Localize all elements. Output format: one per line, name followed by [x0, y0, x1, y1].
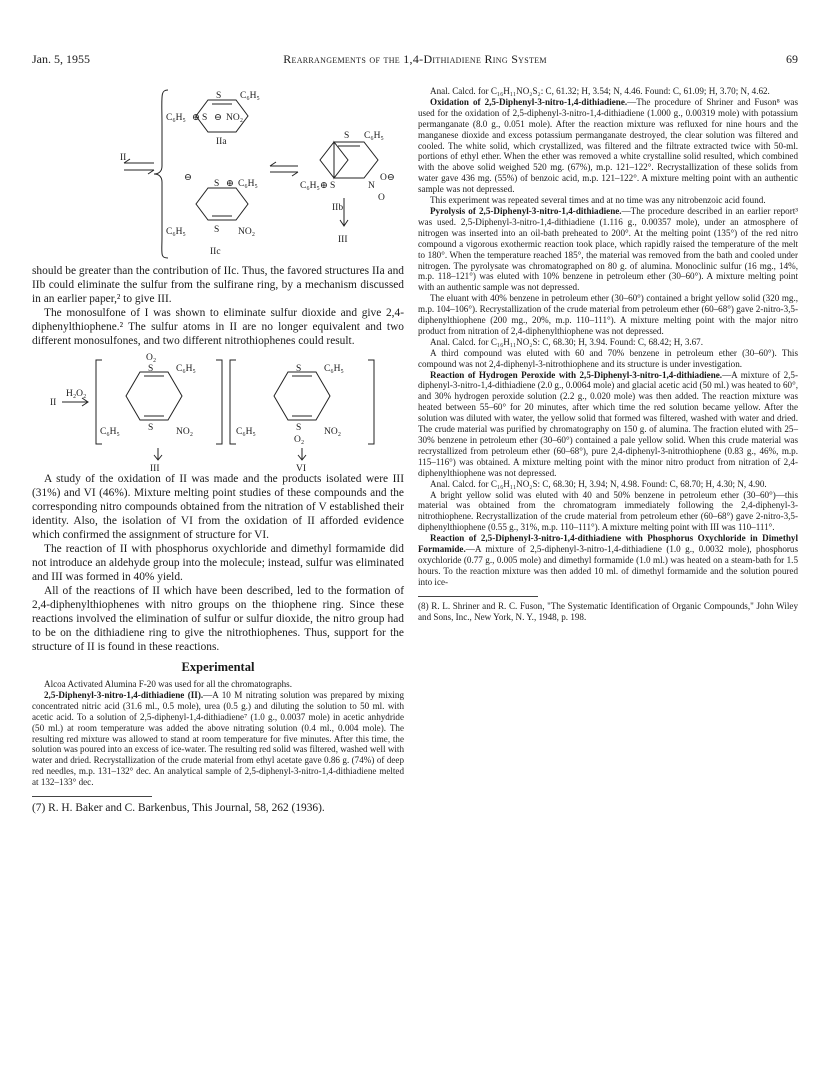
header-date: Jan. 5, 1955 — [32, 52, 90, 66]
paragraph-body: —A mixture of 2,5-diphenyl-3-nitro-1,4-dithiadiene (1.0 g., 0.0032 mole), phosphorus oxychloride (0.77 g., 0.005 mole) and dimethyl formamide (1.0 ml.) was heated on a steam-bath for 1.5 hours. To the reaction mixture was then added 10 ml. of dimethyl formamide and the solution poured into ice- — [418, 544, 798, 587]
iib-s-label: S — [344, 131, 350, 141]
footnote-rule — [418, 596, 538, 597]
paragraph: The eluant with 40% benzene in petroleum ether (30–60°) contained a bright yellow solid (320 mg., m.p. 104–106°). Recrystallization of the crude material from petroleum ether (60–68°) gave 2-nitro-3,5-diphenylthiophene (200 mg., 20%, m.p. 110–111°). A mixture melting point with the major nitro product from nitration of 2,4-diphenylthiophene was not depressed. — [418, 293, 798, 336]
left-column — [32, 86, 404, 815]
paragraph: A bright yellow solid was eluted with 40 and 50% benzene in petroleum ether (30–60°)—this material was obtained from the chromatogram immediately following the 2,4-diphenyl-3-nitrothiophene. Recrystallization of the crude material from petroleum ether (60–68°) gave 2-nitro-3,5-diphenylthiophene (0.55 g., 31%, m.p. 110–111°). A mixture melting point with III was 110–111°. — [418, 489, 798, 533]
iia-c6h5-left-label: C₆H₅ — [166, 113, 186, 123]
iia-no2-label: NO₂ — [226, 113, 244, 123]
paragraph — [418, 97, 798, 195]
iib-plus-label: ⊕ — [320, 181, 328, 191]
iib-o-label: O — [378, 193, 385, 203]
iic-c6h5-left-label: C₆H₅ — [166, 227, 186, 237]
vi-no2-label: NO₂ — [324, 427, 342, 437]
iii-c6h5-label: C₆H₅ — [176, 364, 196, 374]
paragraph: A third compound was eluted with 60 and 70% benzene in petroleum ether (30–60°). This compound was not 2,4-diphenyl-3-nitrothiophene and its structure is under investigation. — [418, 347, 798, 369]
paragraph — [418, 533, 798, 588]
run-in-title: Oxidation of 2,5-Diphenyl-3-nitro-1,4-dithiadiene. — [430, 96, 628, 107]
paragraph — [32, 690, 404, 788]
vi-s-label: S — [296, 364, 302, 374]
paragraph-body: —A mixture of 2,5-diphenyl-3-nitro-1,4-dithiadiene (2.0 g., 0.0064 mole) and glacial acetic acid (50 ml.) was heated to 60°, and 30% hydrogen peroxide solution (2.2 g., 0.020 mole) was then added. The reaction mixture was heated between 55–60° for 20 minutes, after which time the red solution became yellow. After the solution was diluted with water, the yellow solid that formed was filtered, washed with water and dried. The crude material was purified by chromatography on 150 g. of alumina. The fraction eluted with 25–30% benzene in petroleum ether (30–60°) contained a pale yellow solid. When this crude material was recrystallized from petroleum ether (60–68°), pure 2,4-diphenyl-3-nitrothiophene (0.83 g., 46%, m.p. 115–116°) was obtained. A mixture melting point with the minor nitro product from nitration of 2,4-diphenylthiophene was not depressed. — [418, 369, 798, 478]
iii-s-label: S — [148, 364, 154, 374]
o2-bottom-label: O₂ — [294, 435, 305, 445]
right-column — [418, 86, 798, 623]
iic-no2-label: NO₂ — [238, 227, 256, 237]
iia-plus-label: ⊕ — [192, 113, 200, 123]
paragraph — [418, 370, 798, 479]
paragraph: Alcoa Activated Alumina F-20 was used for all the chromatographs. — [44, 679, 292, 689]
iia-s2-label: S — [202, 113, 208, 123]
paragraph: All of the reactions of II which have been described, led to the formation of 2,4-diphenylthiophenes with nitro groups on the thiophene ring. Since these reactions involved the elimination of sulfur or sulfur dioxide, the nitro group had to be on the dithiadiene ring to give the nitrothiophenes. Thus, support for the structure of II is found in these reactions. — [32, 585, 404, 653]
run-in-title: Pyrolysis of 2,5-Diphenyl-3-nitro-1,4-dithiadiene. — [430, 205, 622, 216]
iib-c6h5-label: C₆H₅ — [364, 131, 384, 141]
paragraph-body: —The procedure described in an earlier report³ was used. 2,5-Diphenyl-3-nitro-1,4-dithiadiene (1.116 g., 0.00357 mole), under an atmosphere of nitrogen was inserted into an oil-bath preheated to 200°. At the melting point (135°) of the red nitro compound a vigorous exothermic reaction took place, which rapidly raised the temperature of the melt to 180°. When the temperature reached 185°, the material was removed from the bath and cooled under nitrogen. The pyrolysate was chromatographed on 80 g. of alumina. Monoclinic sulfur (16 mg., 14%, m.p. 118–121°) was eluted with 10% benzene in petroleum ether (30–60°). A mixture melting point with an authentic sample was not depressed. — [418, 205, 798, 293]
scheme2-iii-label: III — [150, 464, 160, 472]
run-in-title: Reaction of Hydrogen Peroxide with 2,5-Diphenyl-3-nitro-1,4-dithiadiene. — [430, 369, 723, 380]
iii-s2-label: S — [148, 423, 154, 433]
header-title: Rearrangements of the 1,4-Dithiadiene Ring System — [283, 52, 547, 66]
paragraph-body: —A 10 M nitrating solution was prepared by mixing concentrated nitric acid (31.6 ml., 0.5 mole), urea (0.5 g.) and diluting the solution to 50 ml. with acetic acid. To a solution of 2,5-diphenyl-1,4-dithiadiene⁷ (1.0 g., 0.0037 mole) in acetic anhydride (50 ml.) at room temperature was added the above nitrating solution (0.4 ml., 0.004 mole). The resulting red mixture was allowed to stand at room temperature for five minutes. After this time, the solution was poured into an excess of ice-water. The resulting red solid was filtered, washed well with water and dried. Recrystallization of the crude material from ethyl acetate gave 0.86 g. (74%) of deep red needles, m.p. 131–132° dec. An analytical sample of 2,5-diphenyl-3-nitro-1,4-dithiadiene melted at 132–133° dec. — [32, 689, 405, 788]
iia-s-label: S — [216, 91, 222, 101]
iib-c6h5-left-label: C₆H₅ — [300, 181, 320, 191]
paragraph: This experiment was repeated several times and at no time was any nitrobenzoic acid found. — [430, 195, 766, 206]
iib-ominus-label: O⊖ — [380, 173, 395, 183]
scheme2-ii-label: II — [50, 398, 57, 408]
vi-s2-label: S — [296, 423, 302, 433]
paragraph: The monosulfone of I was shown to eliminate sulfur dioxide and give 2,4-diphenylthiophene.² The sulfur atoms in II are no longer equivalent and two different monosulfones, and two different nitrothiophenes could result. — [32, 307, 404, 347]
run-in-title: Reaction of 2,5-Diphenyl-3-nitro-1,4-dithiadiene with Phosphorus Oxychloride in Dimethyl Formamide. — [418, 533, 798, 555]
experimental-heading: Experimental — [181, 660, 255, 674]
page-header — [32, 52, 798, 68]
paragraph: The reaction of II with phosphorus oxychloride and dimethyl formamide did not introduce an aldehyde group into the molecule; instead, sulfur was eliminated and III was formed in 40% yield. — [32, 543, 404, 583]
resonance-scheme — [38, 86, 398, 264]
ii-label: II — [120, 153, 127, 163]
scheme2-vi-label: VI — [296, 464, 307, 472]
paragraph: should be greater than the contribution of IIc. Thus, the favored structures IIa and IIb could eliminate the sulfur from the sulfirane ring, by a mechanism discussed in an earlier paper,² to give III. — [32, 265, 404, 305]
iib-s2-label: S — [330, 181, 336, 191]
page-number: 69 — [786, 52, 798, 66]
iii-no2-label: NO₂ — [176, 427, 194, 437]
paragraph-body: —The procedure of Shriner and Fuson⁸ was used for the oxidation of 2,5-diphenyl-3-nitro-1,4-dithiadiene (1.000 g., 0.00319 mole) with potassium permanganate (8.0 g., 0.051 mole). After the reaction mixture was refluxed for nine hours and the manganese dioxide and excess potassium permanganate destroyed, the clear solution was filtered and cooled. The white solid, which crystallized, was filtered and the filtrate extracted twice with 50-ml. portions of ethyl ether. When the ether was removed a white crystalline solid resulted, which combined with the above solid weighed 520 mg. (67%), m.p. 121–122°. Recrystallization of these solids from water gave 436 mg. (55%) of benzoic acid, m.p. 121–122°. A mixture melting point with an authentic sample was not depressed. — [418, 96, 798, 195]
iic-plus-label: ⊕ — [226, 179, 234, 189]
iib-n-label: N — [368, 181, 375, 191]
iii-c6h5-left-label: C₆H₅ — [100, 427, 120, 437]
paragraph: Anal. Calcd. for C₁₆H₁₁NO₂S₂: C, 61.32; H, 3.54; N, 4.46. Found: C, 61.09; H, 3.70; N, 4.62. — [430, 86, 770, 96]
iic-minus-label: ⊖ — [184, 173, 192, 183]
iib-label: IIb — [332, 203, 344, 213]
paragraph — [418, 206, 798, 293]
footnote-rule — [32, 796, 152, 797]
iia-label: IIa — [216, 137, 227, 147]
paragraph: Anal. Calcd. for C₁₆H₁₁NO₂S: C, 68.30; H, 3.94. Found: C, 68.42; H, 3.67. — [430, 336, 704, 347]
iic-s-label: S — [214, 179, 220, 189]
h2o2-label: H₂O₂ — [66, 389, 87, 399]
vi-c6h5-left-label: C₆H₅ — [236, 427, 256, 437]
footnote: (8) R. L. Shriner and R. C. Fuson, "The Systematic Identification of Organic Compounds," John Wiley and Sons, Inc., New York, N. Y., 1948, p. 198. — [418, 600, 798, 622]
iii-label: III — [338, 235, 348, 245]
iic-c6h5-label: C₆H₅ — [238, 179, 258, 189]
iic-label: IIc — [210, 247, 221, 257]
paragraph: Anal. Calcd. for C₁₆H₁₁NO₂S: C, 68.30; H, 3.94; N, 4.98. Found: C, 68.70; H, 4.30; N, 4.90. — [430, 478, 767, 489]
iic-s2-label: S — [214, 225, 220, 235]
iia-c6h5-label: C₆H₅ — [240, 91, 260, 101]
run-in-title: 2,5-Diphenyl-3-nitro-1,4-dithiadiene (II). — [44, 689, 204, 700]
oxidation-scheme — [48, 352, 388, 472]
footnote: (7) R. H. Baker and C. Barkenbus, This Journal, 58, 262 (1936). — [32, 802, 325, 815]
o2-top-label: O₂ — [146, 353, 157, 363]
paragraph: A study of the oxidation of II was made and the products isolated were III (31%) and VI (46%). Mixture melting point studies of these compounds and the corresponding nitro compounds obtained from the nitration of V established their identity. Also, the isolation of VI from the oxidation of II afforded evidence which confirmed the assignment of structure for VI. — [32, 473, 404, 541]
iia-minus-label: ⊖ — [214, 113, 222, 123]
vi-c6h5-label: C₆H₅ — [324, 364, 344, 374]
